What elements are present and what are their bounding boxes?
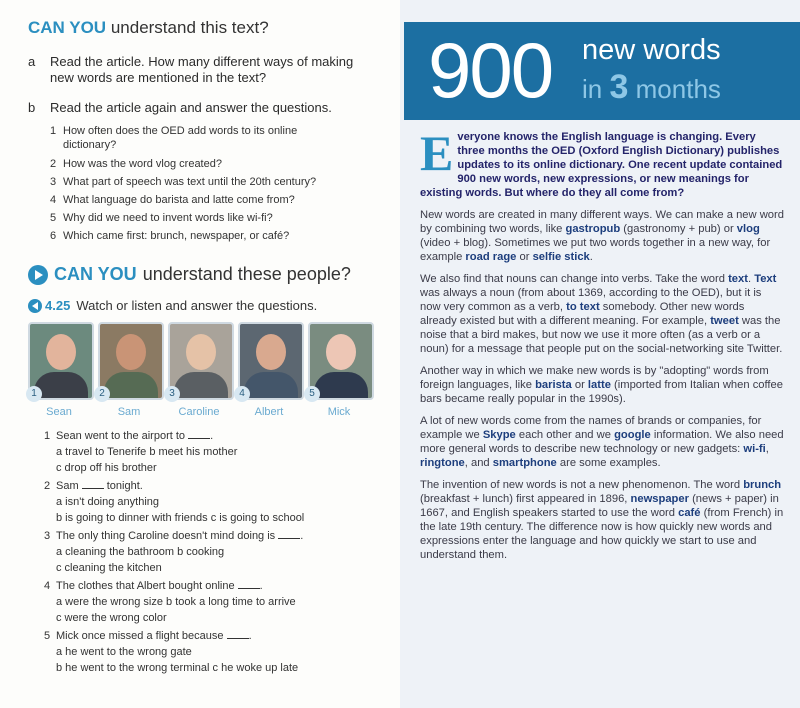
audio-icon[interactable] (28, 299, 42, 313)
task-a (28, 54, 368, 86)
task-b-text: Read the article again and answer the questions. (50, 100, 332, 115)
question-1-cont: dictionary? (63, 139, 117, 151)
article-title-banner (404, 22, 800, 120)
section2-heading (28, 264, 351, 285)
answer-options[interactable]: a he went to the wrong gate (56, 646, 192, 658)
answer-options[interactable]: b he went to the wrong terminal c he woke up late (56, 662, 299, 674)
answer-options[interactable]: a travel to Tenerife b meet his mother (56, 446, 238, 458)
instruction-text: Watch or listen and answer the questions. (76, 298, 318, 313)
task-b (28, 100, 378, 116)
task-a-text: Read the article. How many different ways of making new words are mentioned in the text? (50, 54, 354, 85)
watch-instruction (28, 298, 317, 313)
can-you-label: CAN YOU (28, 18, 107, 37)
answer-options[interactable]: a were the wrong size b took a long time to arrive (56, 596, 296, 608)
title-line1: new words (582, 34, 721, 66)
can-you-label-2: CAN YOU (54, 264, 137, 284)
answer-options[interactable]: a cleaning the bathroom b cooking (56, 546, 225, 558)
exercise-panel (0, 0, 398, 708)
title-line2: in 3 months (582, 68, 721, 106)
question-4: 4 What language do barista and latte come from? (50, 194, 295, 206)
speaker-number: 5 (304, 386, 320, 402)
article-paragraph-2: We also find that nouns can change into verbs. Take the word text. Text was always a noun (from about 1369, according to the OED), but it is now very common as a verb, to text somebody. Other new words already existed but with a different meaning. For example, tweet was the noise that a bird makes, but now we use it more often (as a verb or a noun) for a message that people put on the social-networking site Twitter. (420, 273, 783, 355)
question-6: 6 Which came first: brunch, newspaper, or café? (50, 230, 290, 242)
task-b-label: b (28, 100, 36, 115)
speaker-photos (28, 322, 378, 422)
speaker-name: Albert (254, 406, 284, 418)
speaker-name: Caroline (178, 406, 220, 418)
article-paragraph-3: Another way in which we make new words is by "adopting" words from foreign languages, like barista or latte (imported from Italian when coffee bars became really popular in the 1990s). (420, 365, 783, 405)
listening-item-5: 5 Mick once missed a flight because . a he went to the wrong gate b he went to the wrong terminal c he woke up late (44, 630, 299, 674)
answer-options[interactable]: c drop off his brother (56, 462, 157, 474)
listening-item-4: 4 The clothes that Albert bought online . a were the wrong size b took a long time to arrive c were the wrong color (44, 580, 296, 624)
article-paragraph-5: The invention of new words is not a new phenomenon. The word brunch (breakfast + lunch) first appeared in 1896, newspaper (news + paper) in 1667, and English speakers started to use the word café (from French) in the late 19th century. The difference now is how quickly new words and expressions enter the language and how quickly we start to use and understand them. (420, 479, 784, 561)
question-3: 3 What part of speech was text until the 20th century? (50, 176, 317, 188)
article-paragraph-1: New words are created in many different ways. We can make a new word by combining two words, like gastropub (gastronomy + pub) or vlog (video + blog). Sometimes we put two words together in a new way, for example road rage or selfie stick. (420, 209, 784, 263)
listening-item-1: 1 Sean went to the airport to . a travel to Tenerife b meet his mother c drop off his brother (44, 430, 238, 474)
question-5: 5 Why did we need to invent words like wi-fi? (50, 212, 273, 224)
drop-cap: E (420, 125, 454, 181)
heading-rest: understand this text? (110, 18, 269, 37)
listening-item-3: 3 The only thing Caroline doesn't mind doing is . a cleaning the bathroom b cooking c cleaning the kitchen (44, 530, 304, 574)
title-number: 900 (428, 26, 553, 114)
speaker-number: 3 (164, 386, 180, 402)
answer-options[interactable]: b is going to dinner with friends c is going to school (56, 512, 305, 524)
speaker-name: Mick (327, 406, 351, 418)
speaker-name: Sam (117, 406, 141, 418)
speaker-number: 2 (94, 386, 110, 402)
speaker-number: 4 (234, 386, 250, 402)
article-paragraph-4: A lot of new words come from the names of brands or companies, for example we Skype each other and we google information. We also need more general words to describe new technology or new gadgets: wi-fi, ringtone, and smartphone are some examples. (420, 415, 784, 469)
question-1: 1 How often does the OED add words to its online (50, 125, 298, 137)
question-2: 2 How was the word vlog created? (50, 158, 222, 170)
answer-options[interactable]: a isn't doing anything (56, 496, 160, 508)
article-body (420, 125, 784, 570)
article-lead: Everyone knows the English language is changing. Every three months the OED (Oxford English Dictionary) publishes updates to its online dictionary. One recent update contained 900 new words, new expressions, or new meanings for existing words. But where do they all come from? (420, 125, 783, 199)
section-heading-text (28, 18, 269, 38)
heading-rest-2: understand these people? (142, 264, 351, 284)
speaker-name: Sean (46, 406, 72, 418)
answer-options[interactable]: c cleaning the kitchen (56, 562, 162, 574)
listening-item-2: 2 Sam tonight. a isn't doing anything b is going to dinner with friends c is going to school (44, 480, 305, 524)
play-icon[interactable] (28, 265, 48, 285)
task-a-label: a (28, 54, 36, 69)
answer-options[interactable]: c were the wrong color (56, 612, 167, 624)
audio-track-code: 4.25 (45, 298, 71, 313)
speaker-number: 1 (26, 386, 42, 402)
